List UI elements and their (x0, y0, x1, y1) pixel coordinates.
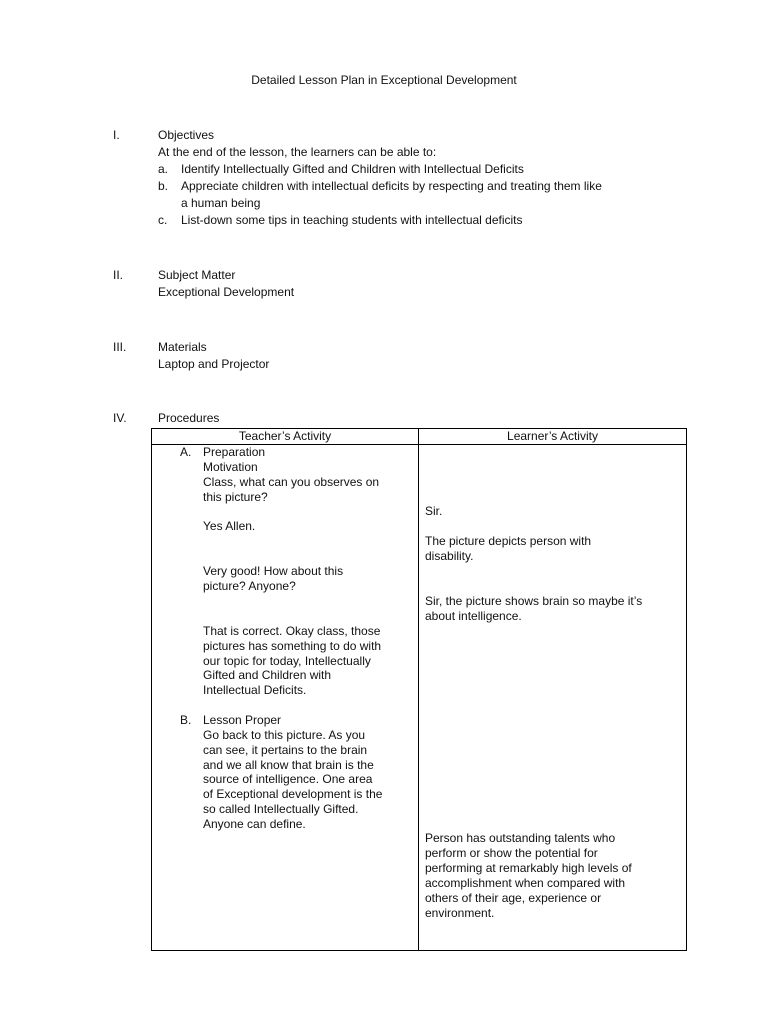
objective-item-a: Identify Intellectually Gifted and Children with Intellectual Deficits (181, 162, 524, 176)
motivation-label: Motivation (203, 460, 258, 474)
teacher-line-yes-allen: Yes Allen. (203, 519, 256, 533)
learner-line: The picture depicts person with (425, 534, 592, 548)
header-teachers-activity: Teacher’s Activity (152, 429, 419, 445)
learner-line: perform or show the potential for (425, 846, 598, 860)
section-heading-subject-matter: Subject Matter (158, 268, 236, 282)
section-numeral-materials: III. (113, 340, 127, 354)
table-header-row (152, 429, 687, 445)
teacher-line: pictures has something to do with (203, 639, 382, 653)
objectives-intro: At the end of the lesson, the learners can be able to: (158, 145, 437, 159)
section-numeral-subject-matter: II. (113, 268, 124, 282)
section-heading-objectives: Objectives (158, 128, 215, 142)
objective-item-b: Appreciate children with intellectual deficits by respecting and treating them like (181, 179, 602, 193)
teacher-line: picture? Anyone? (203, 579, 296, 593)
section-numeral-procedures: IV. (113, 411, 127, 425)
step-marker-b: B. (180, 713, 192, 727)
learner-line: Sir, the picture shows brain so maybe it’s (425, 594, 643, 608)
learner-activity-cell (419, 445, 687, 951)
teacher-line: can see, it pertains to the brain (203, 743, 368, 757)
teacher-line: of Exceptional development is the (203, 787, 383, 801)
step-title-lesson-proper: Lesson Proper (203, 713, 282, 727)
procedures-table (151, 428, 687, 951)
teacher-line: Gifted and Children with (203, 668, 332, 682)
page-title: Detailed Lesson Plan in Exceptional Development (251, 73, 517, 87)
step-marker-a: A. (180, 445, 192, 459)
learner-line: Person has outstanding talents who (425, 831, 616, 845)
step-title-preparation: Preparation (203, 445, 266, 459)
subject-matter-text: Exceptional Development (158, 285, 295, 299)
teacher-activity-cell (152, 445, 419, 951)
learner-line: accomplishment when compared with (425, 876, 626, 890)
teacher-line: and we all know that brain is the (203, 758, 374, 772)
section-heading-procedures: Procedures (158, 411, 220, 425)
teacher-line: Go back to this picture. As you (203, 728, 366, 742)
teacher-line: That is correct. Okay class, those (203, 624, 381, 638)
teacher-line: source of intelligence. One area (203, 772, 373, 786)
learner-line: others of their age, experience or (425, 891, 602, 905)
teacher-question-line: this picture? (203, 490, 268, 504)
table-row (152, 445, 687, 951)
learner-line: about intelligence. (425, 609, 522, 623)
teacher-line: so called Intellectually Gifted. (203, 802, 359, 816)
teacher-line: Intellectual Deficits. (203, 683, 307, 697)
learner-line: disability. (425, 549, 474, 563)
objective-item-c: List-down some tips in teaching students with intellectual deficits (181, 213, 523, 227)
teacher-line: Anyone can define. (203, 817, 306, 831)
teacher-line: Very good! How about this (203, 564, 344, 578)
section-heading-materials: Materials (158, 340, 207, 354)
objective-marker-b: b. (158, 179, 169, 193)
section-numeral-objectives: I. (113, 128, 120, 142)
learner-line: environment. (425, 906, 495, 920)
learner-line: performing at remarkably high levels of (425, 861, 632, 875)
header-learners-activity: Learner’s Activity (419, 429, 687, 445)
teacher-question-line: Class, what can you observes on (203, 475, 380, 489)
materials-text: Laptop and Projector (158, 357, 270, 371)
objective-marker-c: c. (158, 213, 168, 227)
objective-item-b-cont: a human being (181, 196, 261, 210)
objective-marker-a: a. (158, 162, 169, 176)
teacher-line: our topic for today, Intellectually (203, 654, 371, 668)
learner-line-sir: Sir. (425, 504, 443, 518)
